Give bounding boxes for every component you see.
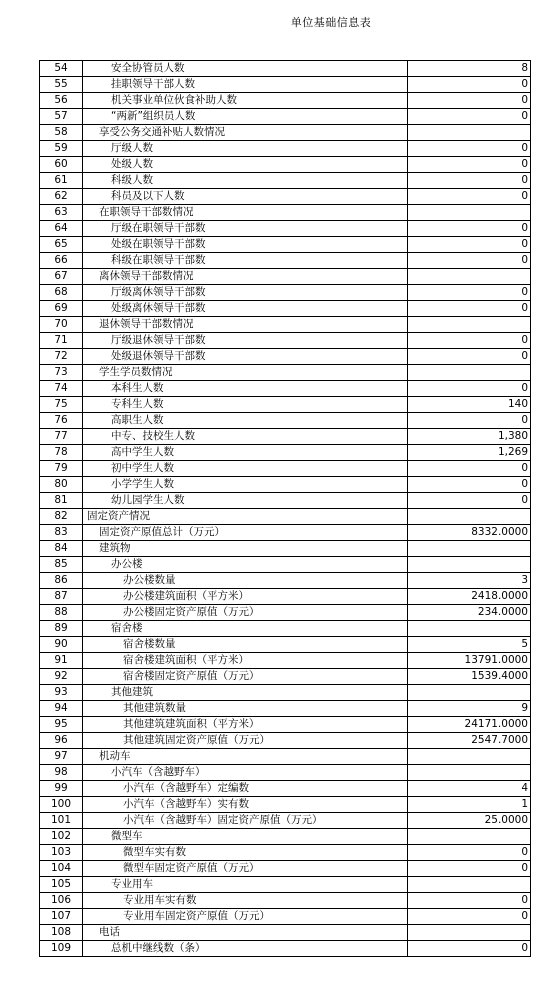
row-number: 81 [40,493,83,509]
page-title: 单位基础信息表 [290,16,372,29]
row-label: 机关事业单位伙食补助人数 [83,93,408,109]
row-value: 0 [408,141,531,157]
row-value: 4 [408,781,531,797]
row-label: 本科生人数 [83,381,408,397]
row-label: 专业用车实有数 [83,893,408,909]
row-number: 91 [40,653,83,669]
table-row [40,701,531,717]
row-label: 小汽车（含越野车） [83,765,408,781]
row-number: 55 [40,77,83,93]
row-label: 其他建筑固定资产原值（万元） [83,733,408,749]
row-label: “两新”组织员人数 [83,109,408,125]
table-row [40,525,531,541]
row-label: 初中学生人数 [83,461,408,477]
row-label: 机动车 [83,749,408,765]
row-label: 高中学生人数 [83,445,408,461]
row-number: 86 [40,573,83,589]
row-value: 24171.0000 [408,717,531,733]
row-number: 95 [40,717,83,733]
row-number: 56 [40,93,83,109]
row-number: 89 [40,621,83,637]
row-value [408,685,531,701]
row-value [408,829,531,845]
row-label: 厅级退休领导干部数 [83,333,408,349]
table-row [40,685,531,701]
row-number: 79 [40,461,83,477]
row-label: 专科生人数 [83,397,408,413]
row-label: 宿舍楼建筑面积（平方米） [83,653,408,669]
table-row [40,381,531,397]
row-label: 专业用车固定资产原值（万元） [83,909,408,925]
table-row [40,605,531,621]
row-label: 电话 [83,925,408,941]
row-number: 105 [40,877,83,893]
row-number: 61 [40,173,83,189]
row-number: 100 [40,797,83,813]
row-number: 66 [40,253,83,269]
row-label: 高职生人数 [83,413,408,429]
info-table [39,60,531,957]
table-row [40,301,531,317]
row-value [408,541,531,557]
row-value: 0 [408,893,531,909]
row-label: 小汽车（含越野车）定编数 [83,781,408,797]
table-row [40,269,531,285]
row-value: 0 [408,93,531,109]
row-number: 109 [40,941,83,957]
row-value: 0 [408,237,531,253]
row-value [408,765,531,781]
row-number: 104 [40,861,83,877]
row-number: 84 [40,541,83,557]
table-row [40,637,531,653]
row-value: 25.0000 [408,813,531,829]
row-label: 在职领导干部数情况 [83,205,408,221]
table-row [40,941,531,957]
table-row [40,621,531,637]
table-row [40,925,531,941]
row-label: 退休领导干部数情况 [83,317,408,333]
row-label: 宿舍楼数量 [83,637,408,653]
table-row [40,765,531,781]
table-row [40,253,531,269]
table-row [40,93,531,109]
row-label: 厅级人数 [83,141,408,157]
table-row [40,749,531,765]
info-table-body [40,61,531,957]
row-label: 幼儿园学生人数 [83,493,408,509]
row-label: 处级在职领导干部数 [83,237,408,253]
row-label: 安全协管员人数 [83,61,408,77]
row-label: 固定资产情况 [83,509,408,525]
table-row [40,333,531,349]
row-number: 75 [40,397,83,413]
row-label: 办公楼 [83,557,408,573]
row-number: 108 [40,925,83,941]
row-value: 0 [408,461,531,477]
row-label: 小学学生人数 [83,477,408,493]
row-label: 小汽车（含越野车）实有数 [83,797,408,813]
row-value: 13791.0000 [408,653,531,669]
row-value: 140 [408,397,531,413]
row-value [408,509,531,525]
row-value: 0 [408,333,531,349]
row-number: 85 [40,557,83,573]
table-row [40,365,531,381]
row-label: 其他建筑建筑面积（平方米） [83,717,408,733]
row-label: 其他建筑数量 [83,701,408,717]
row-number: 63 [40,205,83,221]
table-row [40,573,531,589]
row-value: 0 [408,109,531,125]
row-label: 宿舍楼 [83,621,408,637]
row-number: 83 [40,525,83,541]
row-value: 1539.4000 [408,669,531,685]
row-label: 微型车实有数 [83,845,408,861]
row-value: 0 [408,301,531,317]
row-number: 90 [40,637,83,653]
row-number: 76 [40,413,83,429]
row-value: 2418.0000 [408,589,531,605]
row-value: 3 [408,573,531,589]
table-row [40,845,531,861]
row-number: 87 [40,589,83,605]
table-row [40,717,531,733]
row-number: 102 [40,829,83,845]
row-number: 58 [40,125,83,141]
row-value: 2547.7000 [408,733,531,749]
row-number: 67 [40,269,83,285]
row-number: 94 [40,701,83,717]
row-value [408,557,531,573]
row-value [408,269,531,285]
table-row [40,189,531,205]
table-row [40,285,531,301]
row-number: 106 [40,893,83,909]
table-row [40,813,531,829]
table-row [40,173,531,189]
table-row [40,141,531,157]
row-number: 82 [40,509,83,525]
row-value: 1 [408,797,531,813]
row-label: 办公楼建筑面积（平方米） [83,589,408,605]
row-label: 办公楼数量 [83,573,408,589]
table-row [40,413,531,429]
row-label: 厅级离休领导干部数 [83,285,408,301]
row-value [408,205,531,221]
row-value: 0 [408,157,531,173]
row-value: 8 [408,61,531,77]
table-row [40,829,531,845]
row-value: 234.0000 [408,605,531,621]
row-value [408,621,531,637]
row-label: 学生学员数情况 [83,365,408,381]
row-number: 64 [40,221,83,237]
row-value: 0 [408,845,531,861]
row-label: 总机中继线数（条） [83,941,408,957]
row-number: 57 [40,109,83,125]
row-number: 99 [40,781,83,797]
row-number: 103 [40,845,83,861]
table-row [40,909,531,925]
table-row [40,493,531,509]
row-label: 微型车固定资产原值（万元） [83,861,408,877]
row-number: 88 [40,605,83,621]
row-number: 74 [40,381,83,397]
row-number: 54 [40,61,83,77]
row-number: 98 [40,765,83,781]
row-label: 享受公务交通补贴人数情况 [83,125,408,141]
row-number: 96 [40,733,83,749]
row-value [408,877,531,893]
row-number: 59 [40,141,83,157]
table-row [40,861,531,877]
table-row [40,557,531,573]
row-value: 0 [408,189,531,205]
table-row [40,125,531,141]
row-label: 科级在职领导干部数 [83,253,408,269]
table-row [40,653,531,669]
row-value: 5 [408,637,531,653]
row-number: 69 [40,301,83,317]
row-label: 宿舍楼固定资产原值（万元） [83,669,408,685]
row-value: 0 [408,173,531,189]
row-number: 60 [40,157,83,173]
row-number: 68 [40,285,83,301]
row-value: 0 [408,861,531,877]
table-row [40,61,531,77]
table-row [40,893,531,909]
row-number: 80 [40,477,83,493]
table-row [40,77,531,93]
row-value: 0 [408,477,531,493]
row-value: 0 [408,381,531,397]
row-number: 73 [40,365,83,381]
row-number: 71 [40,333,83,349]
row-label: 其他建筑 [83,685,408,701]
table-row [40,445,531,461]
row-number: 97 [40,749,83,765]
row-label: 厅级在职领导干部数 [83,221,408,237]
table-row [40,461,531,477]
table-row [40,877,531,893]
table-row [40,781,531,797]
row-number: 92 [40,669,83,685]
row-label: 科员及以下人数 [83,189,408,205]
row-number: 78 [40,445,83,461]
table-row [40,541,531,557]
table-row [40,733,531,749]
table-row [40,157,531,173]
row-value: 0 [408,77,531,93]
row-label: 挂职领导干部人数 [83,77,408,93]
row-label: 建筑物 [83,541,408,557]
table-row [40,429,531,445]
table-row [40,669,531,685]
table-row [40,397,531,413]
row-value [408,365,531,381]
row-value: 1,269 [408,445,531,461]
row-value [408,749,531,765]
table-row [40,477,531,493]
table-row [40,349,531,365]
row-number: 65 [40,237,83,253]
row-value: 0 [408,909,531,925]
row-value [408,925,531,941]
row-label: 科级人数 [83,173,408,189]
row-value: 0 [408,285,531,301]
table-row [40,509,531,525]
row-number: 70 [40,317,83,333]
row-value: 8332.0000 [408,525,531,541]
row-value [408,125,531,141]
table-row [40,237,531,253]
row-label: 专业用车 [83,877,408,893]
table-row [40,797,531,813]
row-label: 处级退休领导干部数 [83,349,408,365]
row-value: 0 [408,493,531,509]
row-number: 62 [40,189,83,205]
row-label: 微型车 [83,829,408,845]
row-value: 0 [408,941,531,957]
row-label: 离休领导干部数情况 [83,269,408,285]
row-value: 0 [408,221,531,237]
table-row [40,317,531,333]
row-value: 0 [408,349,531,365]
row-value: 0 [408,253,531,269]
row-number: 72 [40,349,83,365]
row-label: 小汽车（含越野车）固定资产原值（万元） [83,813,408,829]
row-value: 0 [408,413,531,429]
row-number: 101 [40,813,83,829]
table-row [40,589,531,605]
row-label: 处级人数 [83,157,408,173]
row-label: 中专、技校生人数 [83,429,408,445]
table-row [40,109,531,125]
row-value: 1,380 [408,429,531,445]
row-label: 办公楼固定资产原值（万元） [83,605,408,621]
row-value: 9 [408,701,531,717]
table-row [40,221,531,237]
row-value [408,317,531,333]
row-label: 处级离休领导干部数 [83,301,408,317]
row-label: 固定资产原值总计（万元） [83,525,408,541]
table-row [40,205,531,221]
row-number: 77 [40,429,83,445]
row-number: 93 [40,685,83,701]
row-number: 107 [40,909,83,925]
